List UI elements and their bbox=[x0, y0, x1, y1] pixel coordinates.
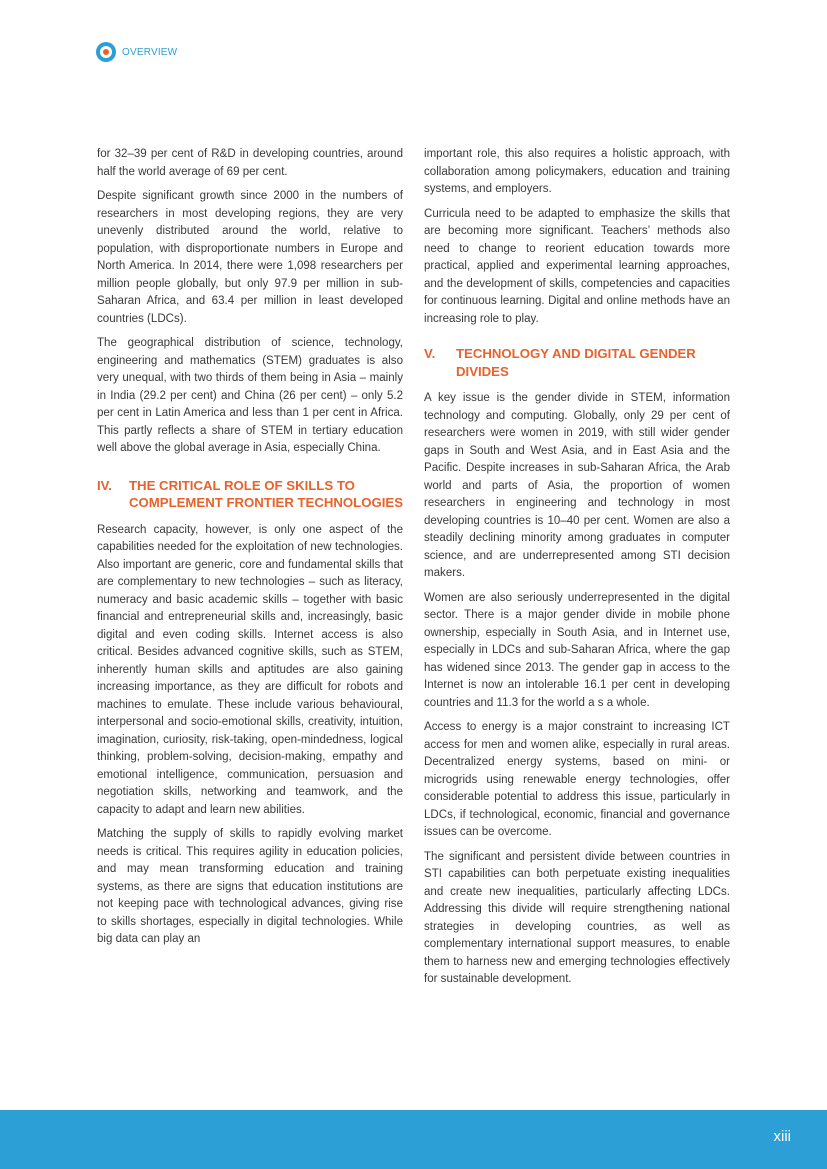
paragraph: important role, this also requires a holistic approach, with collaboration among policymakers, education and training systems, and employers. bbox=[424, 148, 730, 195]
section-label: OVERVIEW bbox=[122, 46, 178, 58]
section-title: THE CRITICAL ROLE OF SKILLS TO COMPLEMENT FRONTIER TECHNOLOGIES bbox=[129, 477, 404, 510]
paragraph: Access to energy is a major constraint to increasing ICT access for men and women alike, especially in rural areas. Decentralized energy systems, based on mini- or microgrids using renewable energy technologies, offer considerable potential to address this issue, particularly in LDCs, if technological, economic, financial and governance issues can be overcome. bbox=[424, 721, 730, 838]
paragraph: Curricula need to be adapted to emphasize the skills that are becoming more significant. Teachers’ methods also need to change to reorient education towards more practical, applied and experimental learning approaches, and the development of skills, competencies and capacities for continuous learning. Digital and online methods have an increasing role to play. bbox=[424, 207, 730, 325]
section-heading-iv bbox=[97, 477, 403, 512]
footer-bar bbox=[0, 1110, 827, 1169]
running-header bbox=[96, 42, 177, 62]
paragraph: Despite significant growth since 2000 in the numbers of researchers in most developing regions, they are very unevenly distributed around the world, relative to population, with disproportionate numbers in Europe and North America. In 2014, there were 1,098 researchers per million people globally, but only 97.9 per million in sub-Saharan Africa, and 63.4 per million in least developed countries (LDCs). bbox=[97, 190, 403, 325]
target-logo-icon bbox=[96, 42, 116, 62]
left-column bbox=[97, 146, 403, 956]
paragraph: A key issue is the gender divide in STEM, information technology and computing. Globally, only 29 per cent of researchers were women in 2019, with still wider gender gaps in South and West Asia, and in East Asia and the Pacific. Despite increases in sub-Saharan Africa, the Arab world and parts of Asia, the proportion of women researchers in engineering and technology in most developing countries is 10–40 per cent. Women are also a steadily declining minority among graduates in computer science, and are underrepresented among STI decision makers. bbox=[424, 392, 730, 579]
paragraph: The significant and persistent divide between countries in STI capabilities can both perpetuate existing inequalities and create new inequalities, particularly affecting LDCs. Addressing this divide will require strengthening national strategies in developing countries, as well as complementary international support measures, to enable them to harness new and emerging technologies effectively for sustainable development. bbox=[424, 850, 730, 985]
page-number: xiii bbox=[773, 1128, 791, 1145]
paragraph: for 32–39 per cent of R&D in developing countries, around half the world average of 69 per cent. bbox=[97, 148, 403, 178]
paragraph: Research capacity, however, is only one aspect of the capabilities needed for the exploitation of new technologies. Also important are generic, core and fundamental skills that are complementary to new technologies – such as literacy, numeracy and basic academic skills – together with basic financial and entrepreneurial skills and, increasingly, basic digital and even coding skills. Internet access is also critical. Besides advanced cognitive skills, such as STEM, inherently human skills and aptitudes are also gaining increasing importance, as they are difficult for robots and machines to emulate. These include various behavioural, interpersonal and socio-emotional skills, creativity, intuition, imagination, curiosity, risk-taking, open-mindedness, logical thinking, problem-solving, decision-making, empathy and emotional intelligence, communication, persuasion and negotiation skills, networking and teamwork, and the capacity to adapt and learn new abilities. bbox=[97, 523, 403, 816]
paragraph: Women are also seriously underrepresented in the digital sector. There is a major gender divide in mobile phone ownership, especially in South Asia, and in Internet use, especially in LDCs and sub-Saharan Africa, where the gap has widened since 2013. The gender gap in access to the Internet is now an intolerable 16.1 per cent in developing countries and 11.3 for the world a s a whole. bbox=[424, 591, 730, 709]
right-column bbox=[424, 146, 730, 996]
section-number: V. bbox=[424, 346, 436, 361]
section-number: IV. bbox=[97, 477, 112, 493]
paragraph: The geographical distribution of science, technology, engineering and mathematics (STEM) graduates is also very unequal, with two thirds of them being in Asia – mainly in India (29.2 per cent) and China (26 per cent) – only 5.2 per cent in Latin America and less than 1 per cent in Africa. This partly reflects a share of STEM in tertiary education well above the global average in Asia, especially China. bbox=[97, 337, 403, 454]
section-heading-v bbox=[424, 345, 730, 380]
paragraph: Matching the supply of skills to rapidly evolving market needs is critical. This requires agility in education policies, and may mean transforming education and training systems, as there are signs that education institutions are not keeping pace with technological advances, giving rise to skills shortages, especially in digital technologies. While big data can play an bbox=[97, 828, 403, 945]
section-title: TECHNOLOGY AND DIGITAL GENDER DIVIDES bbox=[456, 346, 696, 379]
